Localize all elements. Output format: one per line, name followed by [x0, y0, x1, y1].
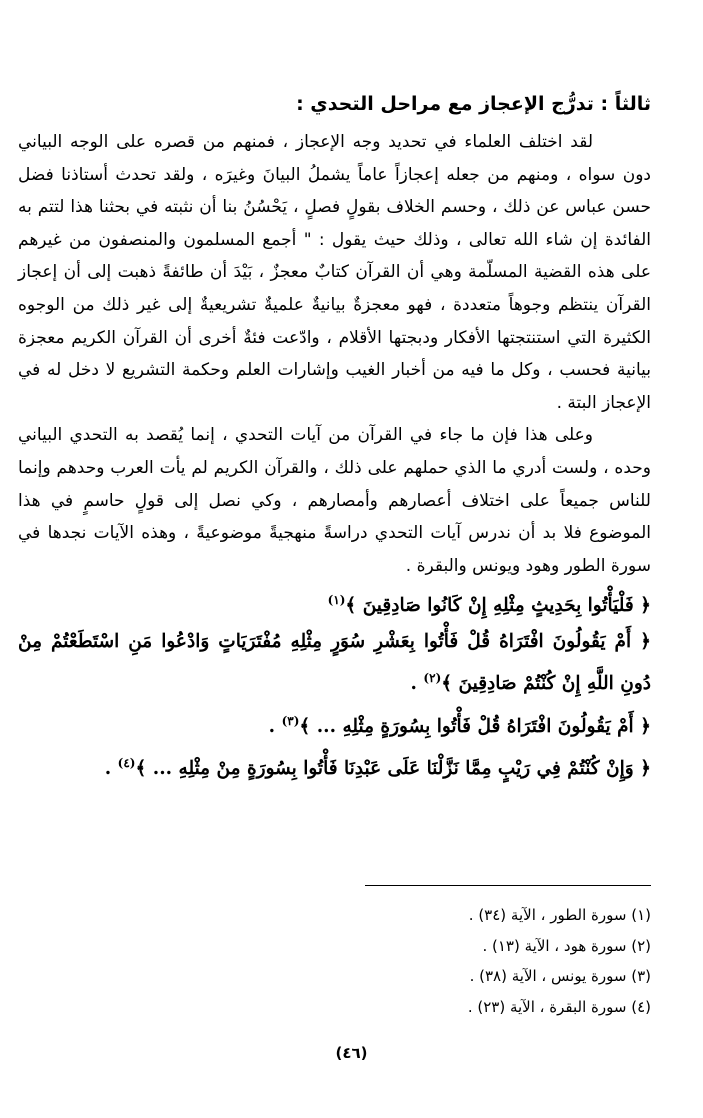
footnote-ref: (٣): [281, 713, 300, 728]
quran-verse-3: ﴿ أَمْ يَقُولُونَ افْتَرَاهُ قُلْ فَأْتُوا بِسُورَةٍ مِثْلِهِ ... ﴾$^{(٣)}$ .: [268, 713, 651, 737]
footnote-ref: (٤): [117, 755, 136, 770]
main-text: [18, 86, 651, 787]
footnote-divider: [365, 885, 651, 886]
verse-text: أَمْ يَقُولُونَ افْتَرَاهُ قُلْ فَأْتُوا بِسُورَةٍ مِثْلِهِ ...: [316, 715, 634, 737]
paragraph-1: لقد اختلف العلماء في تحديد وجه الإعجاز ، فمنهم من قصره على الوجه البياني دون سواه ، ومنهم من جعله إعجازاً عاماً يشملُ البيانَ وغيرَه ، ولقد تحدث أستاذنا فضل حسن عباس عن ذلك ، وحسم الخلاف بقولٍ فصلٍ ، يَحْسُنُ بنا أن نثبته في بحثنا هذا لتتم به الفائدة إن شاء الله تعالى ، وذلك حيث يقول : " أجمع المسلمون والمنصفون من غيرهم على هذه القضية المسلّمة وهي أن القرآن كتابٌ معجزٌ ، بَيْدَ أن طائفةً ذهبت إلى أن إعجاز القرآن ينتظم وجوهاً متعددة ، فهو معجزةٌ بيانيةٌ علميةٌ تشريعيةٌ إلى غير ذلك من الوجوه الكثيرة التي استنتجتها الأفكار ودبجتها الأقلام ، وادّعت فئةٌ أخرى أن القرآن الكريم معجزة بيانية فحسب ، وكل ما فيه من أخبار الغيب وإشارات العلم وحكمة التشريع لا دخل له في الإعجاز البتة .: [18, 132, 651, 413]
ornate-bracket-open: ﴿: [640, 715, 651, 737]
ornate-bracket-close: ﴾: [345, 595, 357, 617]
verse-text: فَلْيَأْتُوا بِحَدِيثٍ مِثْلِهِ إِنْ كَانُوا صَادِقِينَ: [362, 595, 634, 617]
footnote-ref: (٢): [423, 671, 442, 686]
footnote-2: (٢) سورة هود ، الآية (١٣) .: [482, 936, 651, 955]
ornate-bracket-close: ﴾: [135, 757, 147, 779]
ornate-bracket-open: ﴿: [640, 595, 651, 617]
quran-verse-4: ﴿ وَإِنْ كُنْتُمْ فِي رَيْبٍ مِمَّا نَزَّلْنَا عَلَى عَبْدِنَا فَأْتُوا بِسُورَةٍ مِنْ مِثْلِهِ ... ﴾$^{(٤)}$ .: [104, 755, 651, 779]
page-number: (٤٦): [335, 1044, 368, 1062]
ornate-bracket-close: ﴾: [441, 673, 453, 695]
footnote-4: (٤) سورة البقرة ، الآية (٢٣) .: [467, 997, 651, 1016]
footnote-ref: (١): [327, 593, 346, 608]
verse-text: وَإِنْ كُنْتُمْ فِي رَيْبٍ مِمَّا نَزَّلْنَا عَلَى عَبْدِنَا فَأْتُوا بِسُورَةٍ مِنْ مِثْلِهِ ...: [152, 757, 634, 779]
quran-verse-2: ﴿ أَمْ يَقُولُونَ افْتَرَاهُ قُلْ فَأْتُوا بِعَشْرِ سُوَرٍ مِثْلِهِ مُفْتَرَيَاتٍ وَادْعُوا مَنِ اسْتَطَعْتُمْ مِنْ دُونِ اللَّهِ إِنْ كُنْتُمْ صَادِقِينَ ﴾$^{(٢)}$ .: [18, 631, 651, 695]
footnotes: [231, 900, 651, 1022]
ornate-bracket-open: ﴿: [640, 631, 651, 653]
ornate-bracket-close: ﴾: [299, 715, 311, 737]
verse-text: أَمْ يَقُولُونَ افْتَرَاهُ قُلْ فَأْتُوا بِعَشْرِ سُوَرٍ مِثْلِهِ مُفْتَرَيَاتٍ وَادْعُوا مَنِ اسْتَطَعْتُمْ مِنْ دُونِ اللَّهِ إِنْ كُنْتُمْ صَادِقِينَ: [18, 631, 651, 695]
ornate-bracket-open: ﴿: [640, 757, 651, 779]
footnote-3: (٣) سورة يونس ، الآية (٣٨) .: [469, 967, 651, 985]
paragraph-2: وعلى هذا فإن ما جاء في القرآن من آيات التحدي ، إنما يُقصد به التحدي البياني وحده ، ولست أدري ما الذي حملهم على ذلك ، والقرآن الكريم لم يأت العرب وحدهم وإنما للناس جميعاً على اختلاف أعصارهم وأمصارهم ، وكي نصل إلى قولٍ حاسمٍ في هذا الموضوع فلا بد أن ندرس آيات التحدي دراسةً منهجيةً موضوعيةً ، وهذه الآيات نجدها في سورة الطور وهود ويونس والبقرة .: [18, 425, 651, 576]
footnote-1: (١) سورة الطور ، الآية (٣٤) .: [468, 906, 651, 924]
section-heading: ثالثاً : تدرُّج الإعجاز مع مراحل التحدي :: [296, 93, 651, 115]
quran-verse-1: [18, 582, 651, 624]
